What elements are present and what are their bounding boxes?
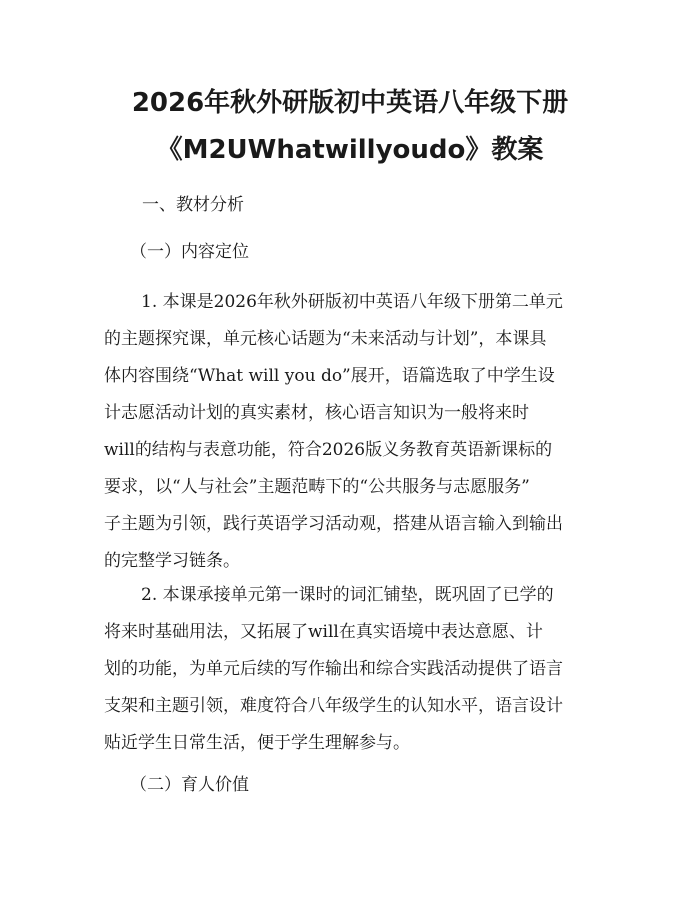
document-title-line1: 2026年秋外研版初中英语八年级下册 bbox=[131, 88, 569, 118]
paragraph-line: 划的功能，为单元后续的写作输出和综合实践活动提供了语言 bbox=[104, 659, 563, 679]
paragraph-line: will的结构与表意功能，符合2026版义务教育英语新课标的 bbox=[104, 440, 553, 460]
paragraph-line: 的主题探究课，单元核心话题为“未来活动与计划”，本课具 bbox=[104, 329, 547, 349]
paragraph-line: 子主题为引领，践行英语学习活动观，搭建从语言输入到输出 bbox=[104, 514, 563, 534]
paragraph-line: 体内容围绕“What will you do”展开，语篇选取了中学生设 bbox=[104, 366, 555, 386]
paragraph-line: 贴近学生日常生活，便于学生理解参与。 bbox=[104, 733, 410, 753]
document-title-line2: 《M2UWhatwillyoudo》教案 bbox=[156, 135, 544, 165]
paragraph-line: 支架和主题引领，难度符合八年级学生的认知水平，语言设计 bbox=[104, 696, 563, 716]
subsection-heading-educational-value: （二）育人价值 bbox=[130, 775, 249, 795]
paragraph-1 bbox=[104, 284, 606, 580]
paragraph-line: 的完整学习链条。 bbox=[104, 551, 240, 571]
paragraph-line: 1. 本课是2026年秋外研版初中英语八年级下册第二单元 bbox=[141, 292, 563, 312]
paragraph-line: 计志愿活动计划的真实素材，核心语言知识为一般将来时 bbox=[104, 403, 529, 423]
paragraph-line: 将来时基础用法，又拓展了will在真实语境中表达意愿、计 bbox=[104, 622, 543, 642]
paragraph-2 bbox=[104, 577, 606, 762]
section-heading-textbook-analysis: 一、教材分析 bbox=[142, 195, 244, 215]
paragraph-line: 要求，以“人与社会”主题范畴下的“公共服务与志愿服务” bbox=[104, 477, 530, 497]
subsection-heading-content-positioning: （一）内容定位 bbox=[130, 242, 249, 262]
paragraph-line: 2. 本课承接单元第一课时的词汇铺垫，既巩固了已学的 bbox=[141, 585, 554, 605]
